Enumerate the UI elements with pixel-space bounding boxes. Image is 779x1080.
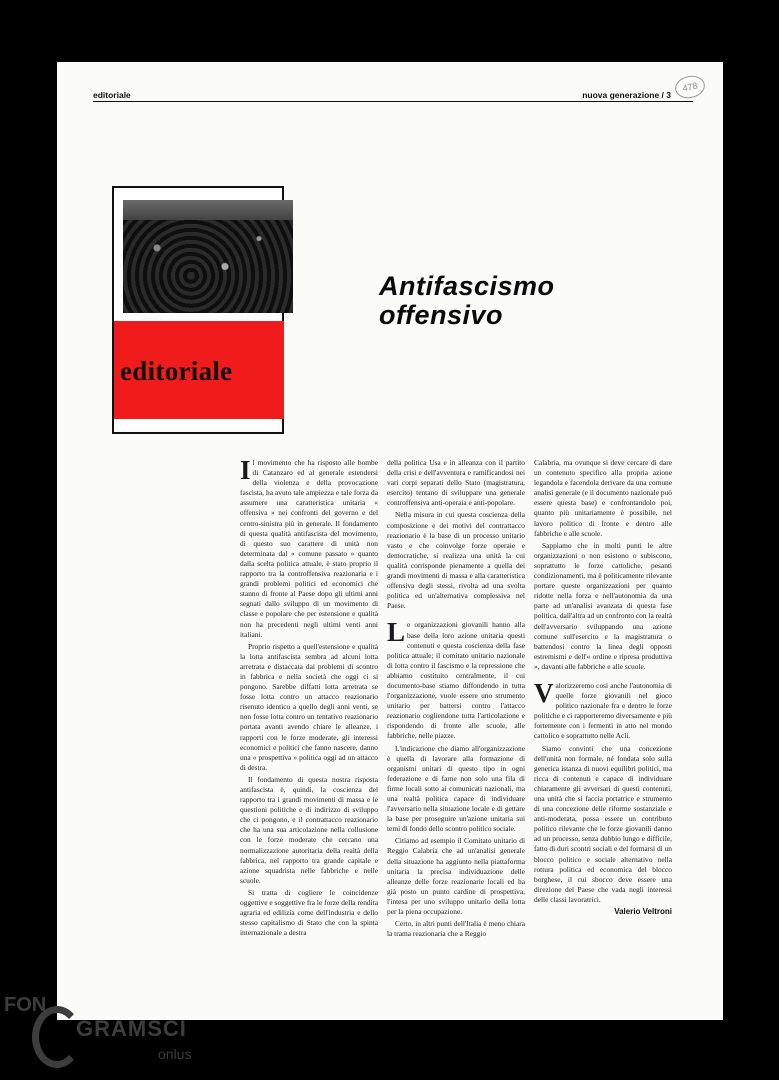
paragraph: Si tratta di cogliere le coincidenze oggettive e soggettive fra le forze della rendita agraria ed edilizia come dell'industria e dello stesso capitalismo di Stato che con la spinta internazionale a destra <box>240 887 378 938</box>
header-rule <box>93 101 693 102</box>
crowd-photo <box>123 200 293 313</box>
paragraph: Valorizzeremo così anche l'autonomia di quelle forze giovanili nel gioco politico nazionale fra e dentro le forze politiche e ci rapporteremo diversamente e più fortemente con i fermenti in atto nel mondo cattolico e soprattutto nelle Acli. <box>534 677 672 741</box>
paragraph: L'indicazione che diamo all'organizzazione è quella di lavorare alla formazione di organismi unitari di questo tipo in ogni federazione e di farne non solo una fila di firme locali sotto ai comunicati nazionali, ma una realtà politica capace di individuare l'avversario nella situazione locale e di gettare la base per proseguire un'azione unitaria sui temi di fondo dello scontro politico sociale. <box>387 743 525 834</box>
section-label: editoriale <box>93 90 131 100</box>
text-column-1 <box>240 455 378 940</box>
watermark-onlus: onlus <box>158 1046 192 1062</box>
watermark-gramsci: GRAMSCI <box>76 1016 187 1041</box>
paragraph: Proprio rispetto a quell'estensione e qualità la lotta antifascista sembra ad alcuni lotta arretrata e distaccata dai problemi di scontro in fabbrica e nella società che oggi ci si pongono. Sarebbe diffatti lotta arretrata se fosse lotta contro un attacco reazionario risenuto identico a quello degli anni venti, se non fosse lotta contro un tentativo reazionario portata avanti avendo chiare le alleanze, i rapporti con le forze moderate, gli interessi economici e politici che fanno nascere, danno una « prospettiva » politica oggi ad un attacco di destra. <box>240 641 378 772</box>
editorial-box <box>112 186 284 434</box>
magazine-page-label: nuova generazione / 3 <box>582 90 671 100</box>
paragraph: Le organizzazioni giovanili hanno alla base della loro azione unitaria questi contenuti e questa coscienza della fase politica attuale; il comitato unitario nazionale di lotta contro il fascismo e la repressione che abbiamo costituito centralmente, il cui documento-base stiamo diffondendo in tutta l'organizzazione, vuole essere uno strumento unitario per battersi contro l'attacco reazionario cogliendone tutta l'articolazione e rispondendo di fronte alle scuole, alle fabbriche, nelle piazze. <box>387 617 525 741</box>
text-column-3 <box>534 458 672 919</box>
paragraph: della politica Usa e in alleanza con il partito della crisi e dell'avventura e ramificandosi nei vari corpi separati dello Stato (magistratura, esercito) tentano di sviluppare una generale controffensiva anti-operaia e anti-popolare. <box>387 458 525 508</box>
text-column-2 <box>387 458 525 941</box>
archive-stamp: 478 <box>673 73 707 101</box>
headline-line-2: offensivo <box>379 300 504 330</box>
watermark-g-logo <box>32 1006 82 1068</box>
drop-cap: I <box>240 455 251 485</box>
paragraph: Calabria, ma ovunque si deve cercare di dare un contenuto specifico alla propria azione legandola e facendola derivare da una comune analisi generale (e il documento nazionale può essere questa base) e confrontandolo poi, quanto più unitariamente è possibile, nel lavoro politico di fronte e dentro alle fabbriche e alle scuole. <box>534 458 672 538</box>
paragraph: Sappiamo che in molti punti le altre organizzazioni o non esistono o subiscono, soprattutto le forze cattoliche, pesanti condizionamenti, ma è politicamente rilevante portare queste organizzazioni per quanto ridotte nella forza e nell'autonomia da una parte ad un'analisi avanzata di questa fase politica, dall'altra ad un confronto con la realtà dell'avversario sviluppando una azione comune sull'esercito e la magistratura o battendosi contro la linea degli opposti estremismi e dell'« ordine e ripresa produttiva », davanti alle fabbriche e alle scuole. <box>534 540 673 671</box>
editorial-red-block <box>114 321 284 419</box>
paragraph: Citiamo ad esempio il Comitato unitario di Reggio Calabria che ad un'analisi generale della situazione ha aggiunto nella piattaforma unitaria la precisa individuazione delle alleanze delle forze reazionarie locali ed ha già posto un punto cardine di prospettiva, l'intesa per uno sviluppo unitario della lotta per la piena occupazione. <box>387 836 525 917</box>
watermark-fon: FON <box>4 994 47 1016</box>
editorial-box-label: editoriale <box>120 356 233 386</box>
drop-cap: V <box>534 677 554 708</box>
paragraph: Il fondamento di questa nostra risposta antifascista è, quindi, la coscienza del rapporto tra i grandi movimenti di massa e le questioni politiche e di indirizzo di sviluppo che ci pongono, e il contrattacco reazionario che ha una sua articolazione nella collusione con le forze moderate che cercano una normalizzazione autoritaria della realtà della fabbrica, nel rapporto tra grande capitale e azione squadrista nelle fabbriche e nelle scuole. <box>240 774 378 885</box>
paragraph: Certo, in altri punti dell'Italia è meno chiara la trama reazionaria che a Reggio <box>387 919 525 939</box>
author-signature: Valerio Veltroni <box>614 907 672 917</box>
paragraph: Il movimento che ha risposto alle bombe di Catanzaro ed al generale estendersi della violenza e della provocazione fascista, ha avuto tale ampiezza e tale forza da assumere una caratteristica unitaria « offensiva » nei confronti del governo e del centro-sinistra più in generale. Il fondamento di questa qualità antifascista del movimento, di questo suo carattere di unità non determinata dal « comune passato » quanto dalla scelta politica attuale, è stato proprio il rapporto tra la controffensiva reazionaria e i grandi problemi politici ed economici che stanno di fronte al Paese dopo gli ultimi anni segnati dallo sviluppo di un movimento di classe e popolare che per estensione e qualità non ha precedenti negli ultimi venti anni italiani. <box>240 455 378 639</box>
paragraph: Siamo convinti che una concezione dell'unità non formale, né fondata solo sulla generica istanza di nuovi equilibri politici, ma ricca di contenuti e capace di individuare chiaramente gli avversari di questi contenuti, una unità che si faccia portatrice e strumento di una concezione delle riforme sostanziale e anti-moderata, possa essere un contributo politico rilevante che le forze giovanili danno ad un processo, senza dubbio lungo e difficile, fatto di duri scontri sociali e del formarsi di un blocco politico e sociale alternativo nella rottura politica ed economica del blocco borghese, il cui sbocco deve essere una direzione del Paese che vada negli interessi delle classi lavoratrici. <box>534 743 672 904</box>
headline-line-1: Antifascismo <box>379 271 555 301</box>
drop-cap: L <box>387 617 406 648</box>
magazine-page <box>57 62 723 1020</box>
article-headline <box>379 272 555 330</box>
paragraph: Nella misura in cui questa coscienza della composizione e dei motivi del contrattacco reazionario è la base di un processo unitario vasto e che coinvolge forze operaie e democratiche, si realizza una unità la cui qualità corrisponde pienamente a quella dei grandi movimenti di massa e alla caratteristica offensiva degli stessi, rivolta ad una svolta politica ed un'alternativa complessiva nel Paese. <box>387 510 525 611</box>
